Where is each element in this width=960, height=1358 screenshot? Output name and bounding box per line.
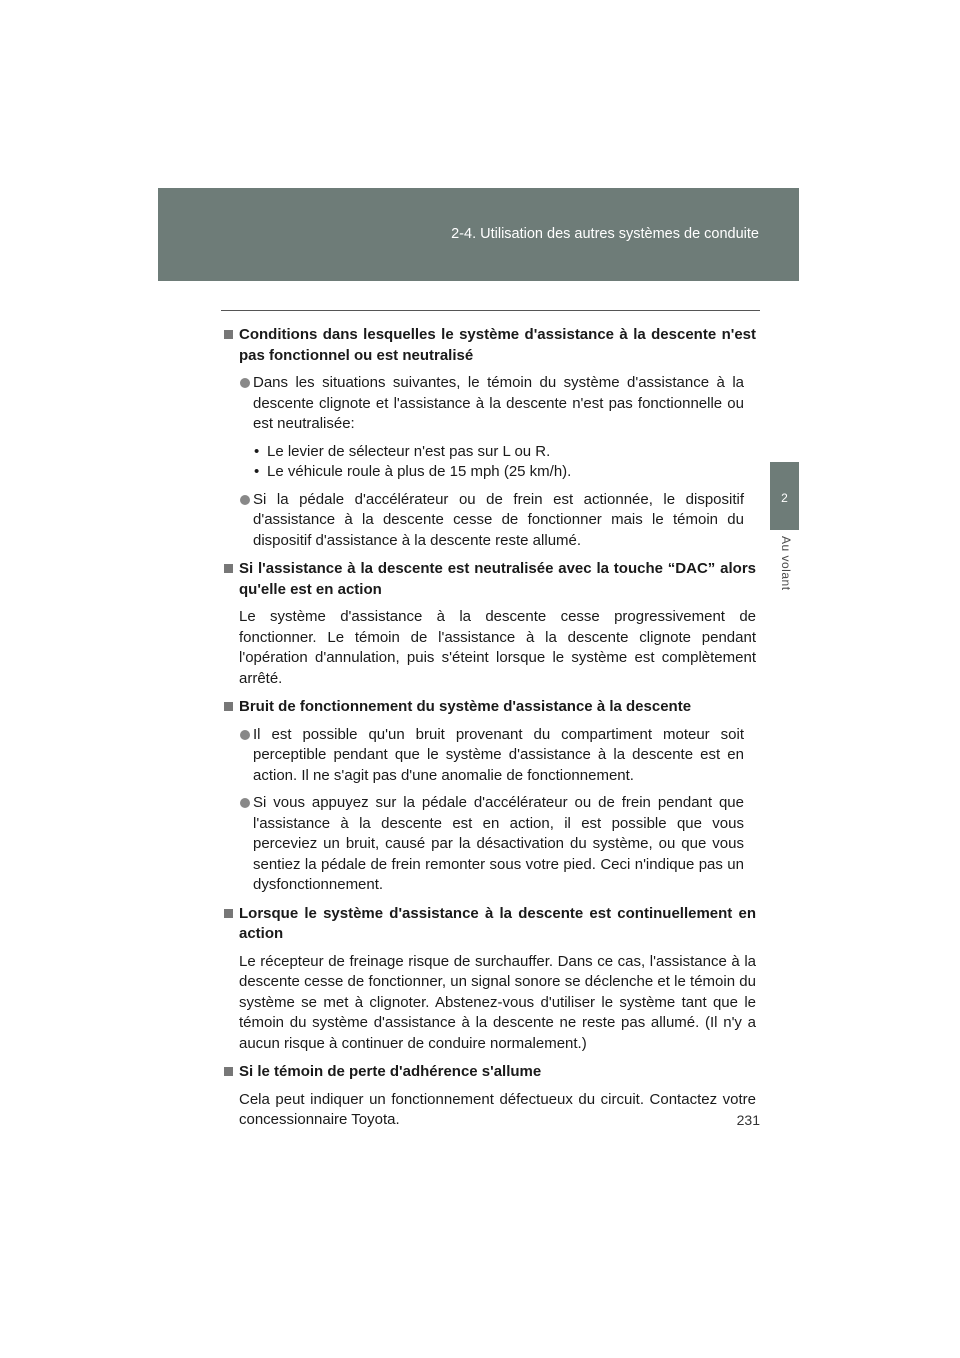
section-heading: Conditions dans lesquelles le système d'assistance à la descente n'est pas fonctionnel ou est neutralisé <box>221 325 756 366</box>
square-bullet-icon <box>224 1067 233 1076</box>
section-heading: Lorsque le système d'assistance à la descente est continuellement en action <box>221 904 756 945</box>
section-title: 2-4. Utilisation des autres systèmes de conduite <box>451 226 759 242</box>
chapter-number: 2 <box>781 491 788 505</box>
small-dot-icon: • <box>254 442 260 460</box>
circle-bullet-icon <box>240 495 250 505</box>
circle-bullet-icon <box>240 378 250 388</box>
chapter-tab <box>770 462 799 530</box>
bullet-item: Dans les situations suivantes, le témoin du système d'assistance à la descente clignote et l'assistance à la descente n'est pas fonctionnelle ou est neutralisée: <box>221 373 756 435</box>
section <box>221 904 756 1055</box>
bullet-item: Il est possible qu'un bruit provenant du compartiment moteur soit perceptible pendant que le système d'assistance à la descente est en action. Il ne s'agit pas d'une anomalie de fonctionnement. <box>221 725 756 787</box>
section-body: Le récepteur de freinage risque de surchauffer. Dans ce cas, l'assistance à la descente cesse de fonctionner, un signal sonore se déclenche et le témoin du système se met à clignoter. Abstenez-vous d'utiliser le système tant que le témoin du système d'assistance à la descente ne reste pas allumé. (Il n'y a aucun risque à continuer de conduire normalement.) <box>239 952 756 1052</box>
page-number: 231 <box>736 1112 760 1128</box>
square-bullet-icon <box>224 702 233 711</box>
square-bullet-icon <box>224 909 233 918</box>
bullet-item: Si vous appuyez sur la pédale d'accélérateur ou de frein pendant que l'assistance à la descente est en action, il est possible que vous perceviez un bruit, causé par la désactivation du système, ou que vous sentiez la pédale de frein remonter sous votre pied. Ceci n'indique pas un dysfonctionnement. <box>221 793 756 896</box>
section-heading: Bruit de fonctionnement du système d'assistance à la descente <box>221 697 756 718</box>
page-content <box>221 325 756 1139</box>
square-bullet-icon <box>224 330 233 339</box>
section <box>221 1062 756 1131</box>
sub-list <box>221 442 756 483</box>
sub-item: • Le levier de sélecteur n'est pas sur L ou R. <box>221 442 756 463</box>
section <box>221 697 756 896</box>
section-body: Cela peut indiquer un fonctionnement défectueux du circuit. Contactez votre concessionnaire Toyota. <box>239 1090 756 1128</box>
chapter-label: Au volant <box>779 536 793 591</box>
sub-item: • Le véhicule roule à plus de 15 mph (25 km/h). <box>221 462 756 483</box>
circle-bullet-icon <box>240 730 250 740</box>
small-dot-icon: • <box>254 463 260 480</box>
section <box>221 325 756 551</box>
bullet-item: Si la pédale d'accélérateur ou de frein est actionnée, le dispositif d'assistance à la descente cesse de fonctionner mais le témoin du dispositif d'assistance à la descente reste allumé. <box>221 490 756 552</box>
square-bullet-icon <box>224 564 233 573</box>
section-heading: Si l'assistance à la descente est neutralisée avec la touche “DAC” alors qu'elle est en action <box>221 559 756 600</box>
header-band <box>158 188 799 281</box>
section <box>221 559 756 689</box>
section-body: Le système d'assistance à la descente cesse progressivement de fonctionner. Le témoin de l'assistance à la descente clignote pendant l'opération d'annulation, puis s'éteint lorsque le système est complètement arrêté. <box>239 608 756 687</box>
circle-bullet-icon <box>240 798 250 808</box>
section-heading: Si le témoin de perte d'adhérence s'allume <box>221 1062 756 1083</box>
divider <box>221 310 760 311</box>
